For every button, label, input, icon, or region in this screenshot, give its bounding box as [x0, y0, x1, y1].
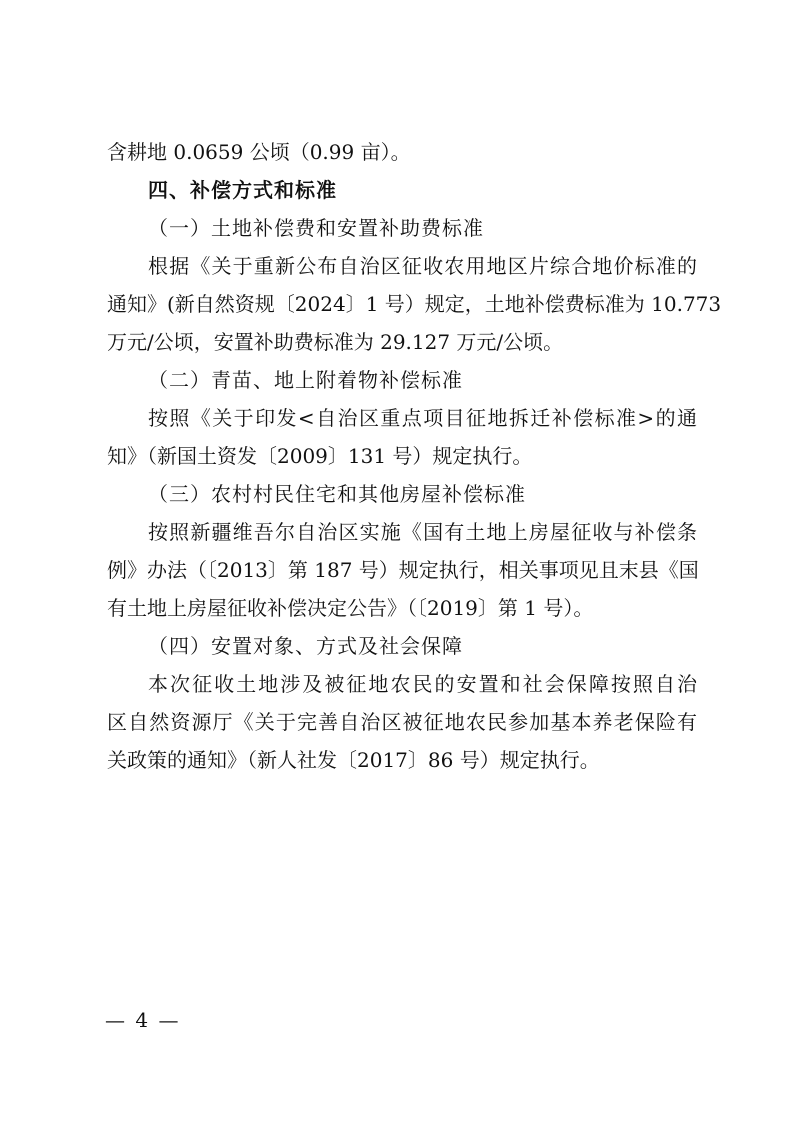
subsection-heading: （二）青苗、地上附着物补偿标准 — [148, 368, 463, 392]
page-number: — 4 — — [105, 1008, 181, 1032]
paragraph-line: 例》办法（〔2013〕第 187 号）规定执行，相关事项见且末县《国 — [107, 558, 699, 582]
paragraph-line: 按照新疆维吾尔自治区实施《国有土地上房屋征收与补偿条 — [148, 520, 697, 544]
subsection-heading: （四）安置对象、方式及社会保障 — [148, 634, 463, 658]
paragraph-line: 根据《关于重新公布自治区征收农用地区片综合地价标准的 — [148, 254, 697, 278]
paragraph-line: 知》（新国土资发〔2009〕131 号）规定执行。 — [107, 444, 533, 468]
subsection-heading: （一）土地补偿费和安置补助费标准 — [148, 216, 484, 240]
paragraph-line: 区自然资源厅《关于完善自治区被征地农民参加基本养老保险有 — [107, 710, 697, 734]
paragraph-line: 含耕地 0.0659 公顷（0.99 亩）。 — [107, 140, 411, 164]
paragraph-line: 本次征收土地涉及被征地农民的安置和社会保障按照自治 — [148, 672, 697, 696]
paragraph-line: 有土地上房屋征收补偿决定公告》（〔2019〕第 1 号）。 — [107, 596, 594, 620]
paragraph-line: 通知》(新自然资规〔2024〕1 号）规定，土地补偿费标准为 10.773 — [107, 292, 722, 316]
paragraph-line: 按照《关于印发<自治区重点项目征地拆迁补偿标准>的通 — [148, 406, 697, 430]
paragraph-line: 万元/公顷，安置补助费标准为 29.127 万元/公顷。 — [107, 330, 564, 354]
paragraph-line: 关政策的通知》（新人社发〔2017〕86 号）规定执行。 — [107, 748, 600, 772]
section-heading: 四、补偿方式和标准 — [148, 178, 337, 202]
subsection-heading: （三）农村村民住宅和其他房屋补偿标准 — [148, 482, 526, 506]
